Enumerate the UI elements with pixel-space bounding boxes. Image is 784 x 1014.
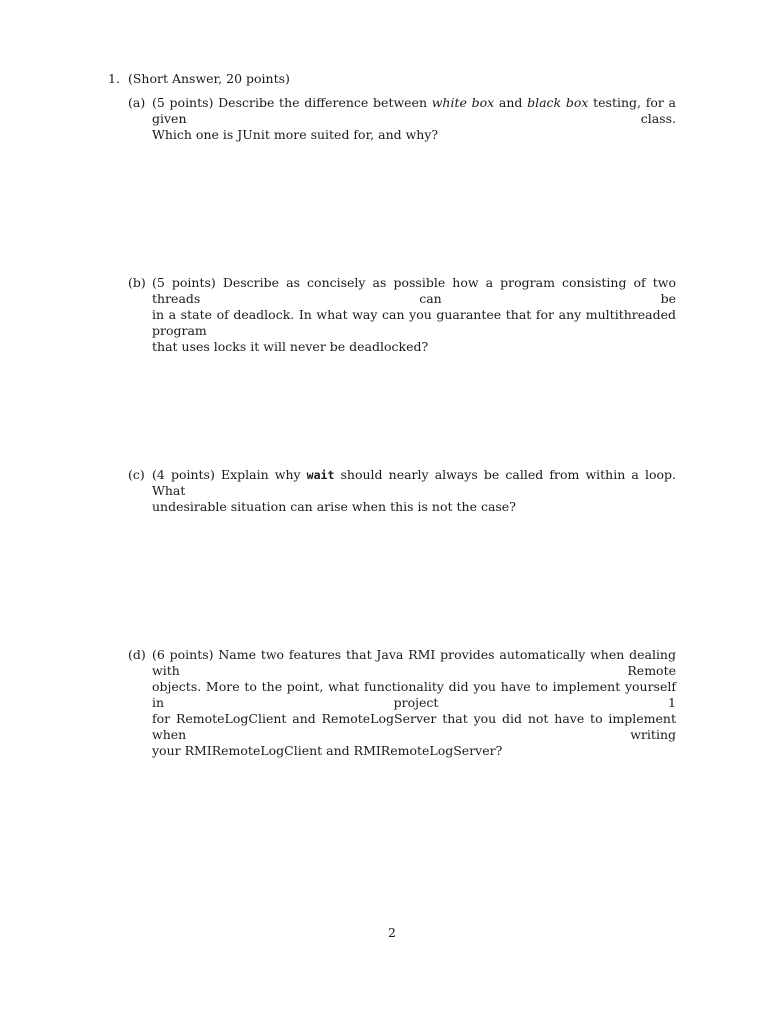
part-a-points: (5 points) (152, 95, 214, 110)
part-a-line-1-pre: Describe the difference between (213, 95, 432, 110)
part-c-line-1-post: should nearly always be called from within a loop. What (152, 467, 676, 498)
term-white-box: white box (431, 95, 495, 110)
part-b-line-2: in a state of deadlock. In what way can you guarantee that for any multithreaded program (152, 307, 676, 338)
part-d-line-1: (6 points) Name two features that Java RMI provides automatically when dealing with Remote (152, 647, 676, 678)
part-a-line-1-post: testing, for a given class. (152, 95, 676, 126)
part-d-line-4: your RMIRemoteLogClient and RMIRemoteLogServer? (152, 743, 503, 758)
part-a (128, 95, 676, 143)
part-a-line-1 (152, 95, 676, 127)
part-d-line-2: objects. More to the point, what functionality did you have to implement yourself in project 1 (152, 679, 676, 710)
part-b-line-3: that uses locks it will never be deadlocked? (152, 339, 429, 354)
part-c (128, 467, 676, 515)
part-d-label: (d) (128, 647, 146, 662)
part-d (128, 647, 676, 759)
part-b-text (152, 275, 676, 355)
part-b (128, 275, 676, 355)
part-b-line-1: (5 points) Describe as concisely as possible how a program consisting of two threads can be (152, 275, 676, 306)
part-a-line-2: Which one is JUnit more suited for, and why? (152, 127, 439, 142)
part-b-label: (b) (128, 275, 146, 290)
part-a-label: (a) (128, 95, 146, 110)
question-header (108, 71, 290, 87)
part-c-label: (c) (128, 467, 145, 482)
question-title: (Short Answer, 20 points) (127, 71, 290, 86)
part-c-line-2: undesirable situation can arise when this is not the case? (152, 499, 516, 514)
code-wait: wait (306, 468, 335, 482)
part-a-and: and (494, 95, 528, 110)
part-c-text (152, 467, 676, 515)
term-black-box: black box (527, 95, 589, 110)
part-c-line-1-pre: (4 points) Explain why (152, 467, 307, 482)
page-number: 2 (388, 925, 396, 940)
part-d-text (152, 647, 676, 759)
part-a-text (152, 95, 676, 143)
part-d-line-3: for RemoteLogClient and RemoteLogServer that you did not have to implement when writing (152, 711, 676, 742)
question-number: 1. (108, 71, 120, 86)
part-c-line-1 (152, 467, 676, 499)
